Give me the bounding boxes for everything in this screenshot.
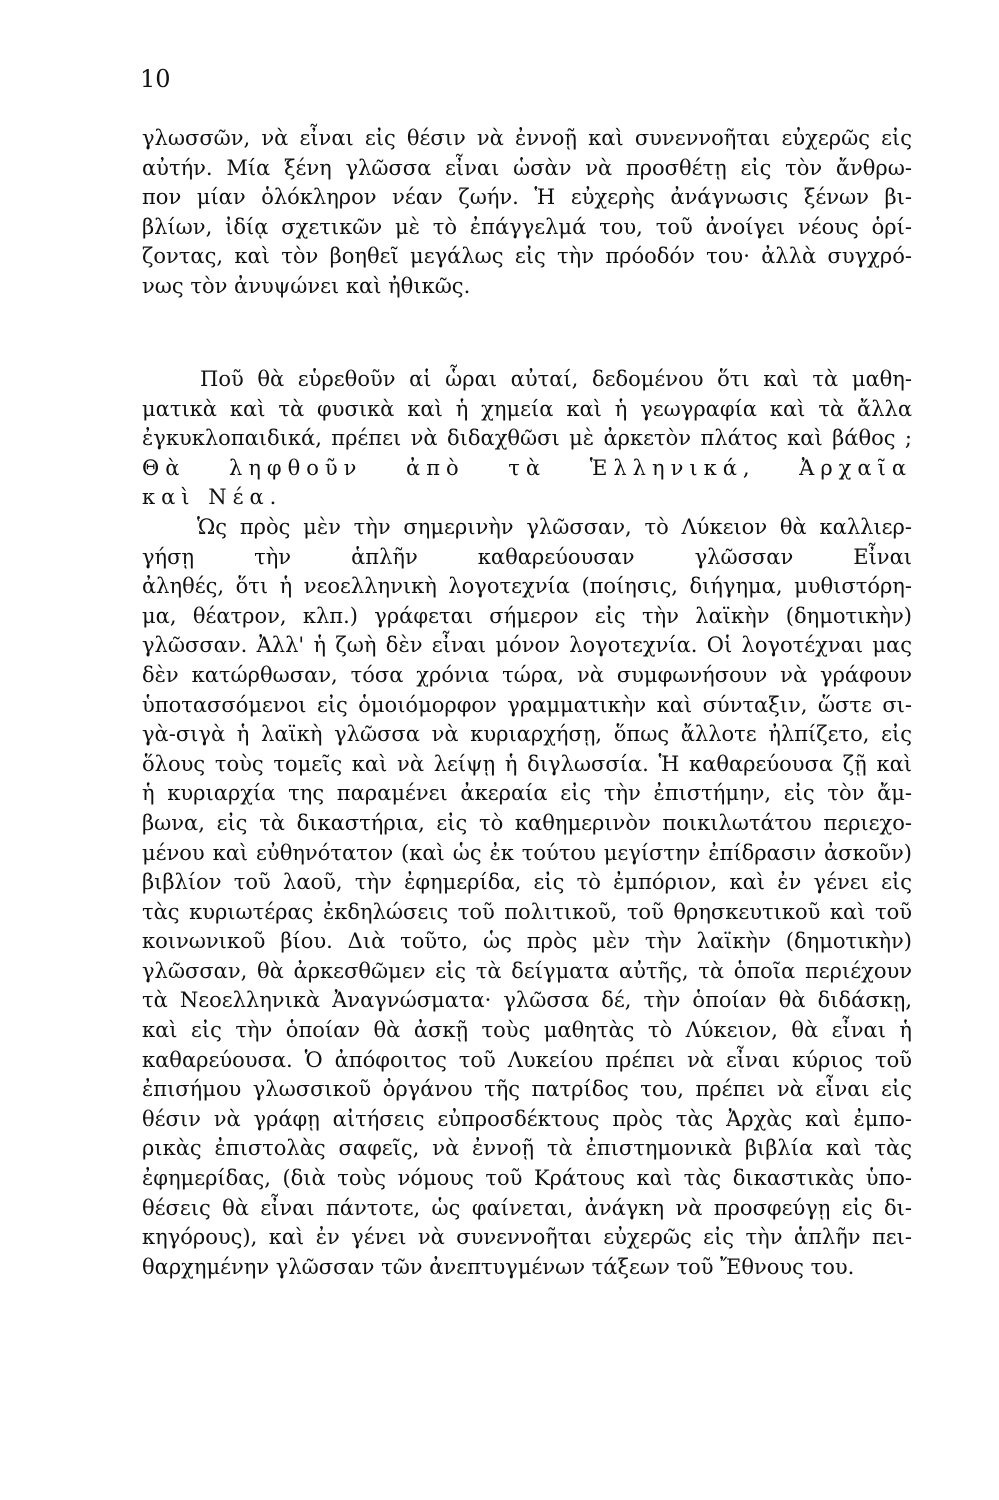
text-line: Ποῦ θὰ εὑρεθοῦν αἱ ὧραι αὐταί, δεδομένου ὅτι καὶ τὰ μαθη- <box>200 367 912 391</box>
text-line: καθαρεύουσα. Ὁ ἀπόφοιτος τοῦ Λυκείου πρέπει νὰ εἶναι κύριος τοῦ <box>142 1047 912 1072</box>
text-line: κηγόρους), καὶ ἐν γένει νὰ συνεννοῆται εὐχερῶς εἰς τὴν ἁπλῆν πει- <box>142 1225 912 1250</box>
text-line: γήσῃ τὴν ἁπλῆν καθαρεύουσαν γλῶσσαν Εἶναι <box>142 544 912 569</box>
text-line: θέσεις θὰ εἶναι πάντοτε, ὡς φαίνεται, ἀνάγκη νὰ προσφεύγῃ εἰς δι- <box>142 1195 912 1220</box>
text-line: μα, θέατρον, κλπ.) γράφεται σήμερον εἰς τὴν λαϊκὴν (δημοτικὴν) <box>142 603 912 628</box>
text-line: γλωσσῶν, νὰ εἶναι εἰς θέσιν νὰ ἐννοῇ καὶ συνεννοῆται εὐχερῶς εἰς <box>142 126 912 150</box>
text-line: ἐπισήμου γλωσσικοῦ ὀργάνου τῆς πατρίδος του, πρέπει νὰ εἶναι εἰς <box>142 1077 912 1102</box>
text-line: βιβλίον τοῦ λαοῦ, τὴν ἐφημερίδα, εἰς τὸ ἐμπόριον, καὶ ἐν γένει εἰς <box>142 870 912 895</box>
text-line: βλίων, ἰδίᾳ σχετικῶν μὲ τὸ ἐπάγγελμά του, τοῦ ἀνοίγει νέους ὁρί- <box>142 214 912 239</box>
text-line: κοινωνικοῦ βίου. Διὰ τοῦτο, ὡς πρὸς μὲν τὴν λαϊκὴν (δημοτικὴν) <box>142 929 912 954</box>
text-line: πον μίαν ὁλόκληρον νέαν ζωήν. Ἡ εὐχερὴς ἀνάγνωσις ξένων βι- <box>142 185 912 210</box>
text-line: γλῶσσαν. Ἀλλ' ἡ ζωὴ δὲν εἶναι μόνον λογοτεχνία. Οἱ λογοτέχναι μας <box>142 633 912 658</box>
page-number: 10 <box>140 65 171 93</box>
text-line: τὰ Νεοελληνικὰ Ἀναγνώσματα· γλῶσσα δέ, τὴν ὁποίαν θὰ διδάσκῃ, <box>142 988 912 1013</box>
text-line: αὐτήν. Μία ξένη γλῶσσα εἶναι ὡσὰν νὰ προσθέτῃ εἰς τὸν ἄνθρω- <box>142 155 912 180</box>
text-line: θαρχημένην γλῶσσαν τῶν ἀνεπτυγμένων τάξεων τοῦ Ἔθνους του. <box>142 1254 855 1279</box>
text-line: ἀληθές, ὅτι ἡ νεοελληνικὴ λογοτεχνία (ποίησις, διήγημα, μυθιστόρη- <box>142 574 912 599</box>
text-line: ἐγκυκλοπαιδικά, πρέπει νὰ διδαχθῶσι μὲ ἀρκετὸν πλάτος καὶ βάθος ; <box>142 426 912 451</box>
paragraph-2 <box>142 365 912 1282</box>
text-line: γλῶσσαν, θὰ ἀρκεσθῶμεν εἰς τὰ δείγματα αὐτῆς, τὰ ὁποῖα περιέχουν <box>142 958 912 983</box>
text-line-spaced: καὶ Νέα. <box>142 485 283 510</box>
text-line: ἐφημερίδας, (διὰ τοὺς νόμους τοῦ Κράτους καὶ τὰς δικαστικὰς ὑπο- <box>142 1166 912 1191</box>
text-line: ζοντας, καὶ τὸν βοηθεῖ μεγάλως εἰς τὴν πρόοδόν του· ἀλλὰ συγχρό- <box>142 244 912 269</box>
text-line: Ὡς πρὸς μὲν τὴν σημερινὴν γλῶσσαν, τὸ Λύκειον θὰ καλλιερ- <box>197 514 912 539</box>
text-line: ἡ κυριαρχία της παραμένει ἀκεραία εἰς τὴν ἐπιστήμην, εἰς τὸν ἄμ- <box>142 781 912 806</box>
text-line: ὑποτασσόμενοι εἰς ὁμοιόμορφον γραμματικὴν καὶ σύνταξιν, ὥστε σι- <box>142 692 912 717</box>
text-line-spaced: Θὰ ληφθοῦν ἀπὸ τὰ Ἑλληνικά, Ἀρχαῖα <box>142 455 912 480</box>
text-line: ρικὰς ἐπιστολὰς σαφεῖς, νὰ ἐννοῇ τὰ ἐπιστημονικὰ βιβλία καὶ τὰς <box>142 1136 912 1161</box>
text-line: βωνα, εἰς τὰ δικαστήρια, εἰς τὸ καθημερινὸν ποικιλωτάτου περιεχο- <box>142 810 912 835</box>
text-line: θέσιν νὰ γράφῃ αἰτήσεις εὐπροσδέκτους πρὸς τὰς Ἀρχὰς καὶ ἐμπο- <box>142 1106 912 1131</box>
text-line: ὅλους τοὺς τομεῖς καὶ νὰ λείψῃ ἡ διγλωσσία. Ἡ καθαρεύουσα ζῇ καὶ <box>142 751 912 776</box>
text-line: τὰς κυριωτέρας ἐκδηλώσεις τοῦ πολιτικοῦ, τοῦ θρησκευτικοῦ καὶ τοῦ <box>142 899 912 924</box>
text-line: ματικὰ καὶ τὰ φυσικὰ καὶ ἡ χημεία καὶ ἡ γεωγραφία καὶ τὰ ἄλλα <box>142 396 912 421</box>
text-line: μένου καὶ εὐθηνότατον (καὶ ὡς ἐκ τούτου μεγίστην ἐπίδρασιν ἀσκοῦν) <box>142 840 912 865</box>
paragraph-1 <box>142 124 912 302</box>
text-line: καὶ εἰς τὴν ὁποίαν θὰ ἀσκῇ τοὺς μαθητὰς τὸ Λύκειον, θὰ εἶναι ἡ <box>142 1018 912 1043</box>
text-line: γὰ-σιγὰ ἡ λαϊκὴ γλῶσσα νὰ κυριαρχήσῃ, ὅπως ἄλλοτε ἠλπίζετο, εἰς <box>142 722 912 747</box>
text-line: δὲν κατώρθωσαν, τόσα χρόνια τώρα, νὰ συμφωνήσουν νὰ γράφουν <box>142 662 912 687</box>
text-line: νως τὸν ἀνυψώνει καὶ ἠθικῶς. <box>142 273 471 298</box>
